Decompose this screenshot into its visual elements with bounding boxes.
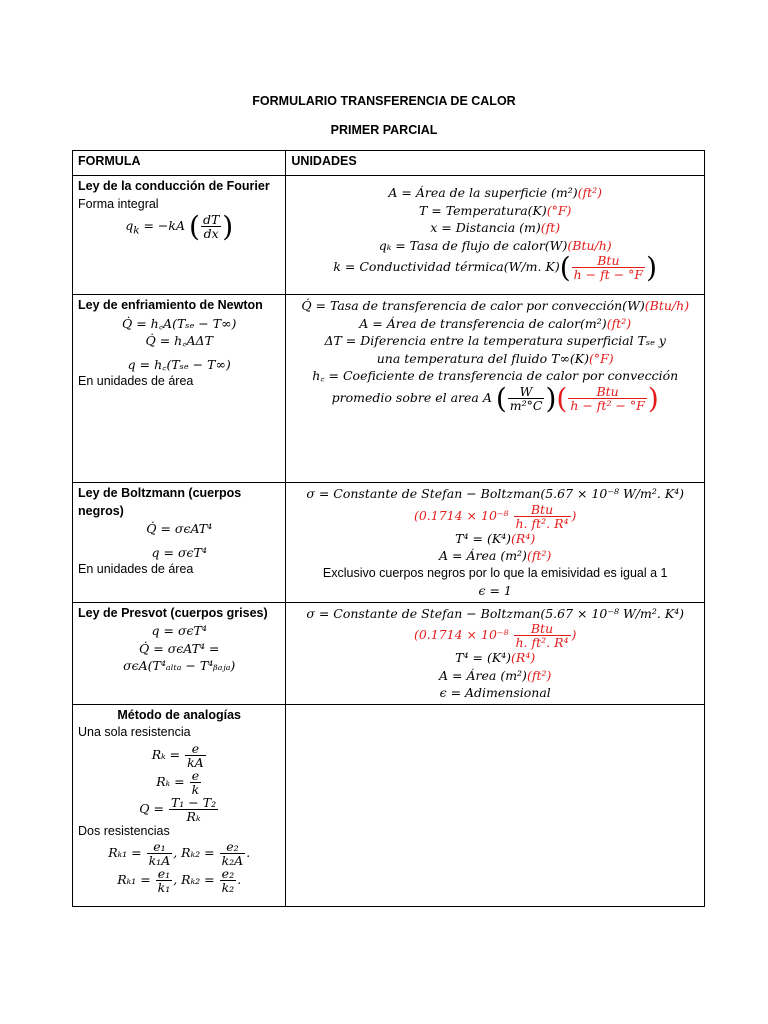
- presvot-units-cell: [286, 602, 705, 704]
- row-fourier: [73, 176, 705, 295]
- presvot-formula-cell: [73, 602, 286, 704]
- fourier-frac-den: dx: [201, 226, 221, 240]
- presvot-title: Ley de Presvot (cuerpos grises): [78, 605, 268, 620]
- newton-unit-rate: Q̇ = Tasa de transferencia de calor por convección(W)(Btu/h): [301, 298, 690, 313]
- row-boltzmann: [73, 483, 705, 603]
- boltzmann-unit-note: Exclusivo cuerpos negros por lo que la emisividad es igual a 1: [322, 565, 668, 580]
- fourier-title: Ley de la conducción de Fourier: [78, 179, 270, 193]
- fourier-unit-flux: qₖ = Tasa de flujo de calor(W)(Btu/h): [378, 237, 612, 253]
- newton-unit-area: A = Área de transferencia de calor(m²)(ft²): [359, 315, 632, 331]
- newton-unit-fluid: una temperatura del fluido T∞(K)(°F): [376, 350, 614, 366]
- newton-title: Ley de enfriamiento de Newton: [78, 298, 263, 312]
- document-title: FORMULARIO TRANSFERENCIA DE CALOR: [252, 94, 516, 108]
- header-unidades: UNIDADES: [286, 151, 705, 176]
- presvot-unit-sigma-imperial: (0.1714 × 10⁻⁸ $\frac{\text{Btu}}{\text{h. ft². R⁴}}$ ): [413, 621, 577, 650]
- newton-unit-deltat: ΔT = Diferencia entre la temperatura superficial Tₛₑ y: [324, 333, 666, 348]
- fourier-formula-cell: [73, 176, 286, 295]
- presvot-eq3: σϵA(T⁴ₐₗₜₐ − T⁴ᵦₐⱼₐ): [123, 658, 236, 673]
- boltzmann-unit-sigma: σ = Constante de Stefan − Boltzman(5.67 × 10⁻⁸ W/m². K⁴): [306, 486, 685, 501]
- analogias-rk12: Rₖ₁ = $\frac{\text{e₁}}{\text{k₁}}$ , Rₖ₂ = $\frac{\text{e₂}}{\text{k₂}}$ .: [117, 866, 242, 895]
- row-presvot: [73, 602, 705, 704]
- fourier-subtitle: Forma integral: [78, 196, 159, 211]
- document-subtitle: PRIMER PARCIAL: [330, 123, 438, 137]
- boltzmann-unit-sigma-imperial: (0.1714 × 10⁻⁸ $\frac{\text{Btu}}{\text{h. ft². R⁴}}$ ): [413, 501, 577, 531]
- boltzmann-unit-t4: T⁴ = (K⁴)(R⁴): [455, 530, 536, 546]
- boltzmann-formula-cell: [73, 483, 286, 603]
- header-row: [73, 151, 705, 176]
- presvot-unit-emissivity: ϵ = Adimensional: [439, 685, 551, 700]
- presvot-unit-area: A = Área (m²)(ft²): [439, 667, 552, 683]
- row-newton: [73, 295, 705, 483]
- fourier-unit-temp: T = Temperatura(K)(°F): [418, 202, 572, 218]
- analogias-rk-kA: Rₖ = $\frac{e}{kA}$: [151, 740, 204, 770]
- newton-eq3: q = h꜀(Tₛₑ − T∞): [127, 356, 231, 372]
- newton-unit-hc: h꜀ = Coeficiente de transferencia de calor por convección: [312, 368, 679, 383]
- boltzmann-title: Ley de Boltzmann (cuerpos negros): [78, 486, 242, 518]
- presvot-eq1: q = σϵT⁴: [151, 623, 207, 638]
- presvot-eq2: Q̇ = σϵAT⁴ =: [139, 640, 220, 656]
- newton-eq2: Q̇ = h꜀AΔT: [145, 333, 213, 348]
- newton-unit-average: promedio sobre el area A ( $\frac{W}{\text{m²°C}}$ )( $\frac{\text{Btu}}{\text{h − ft² − °F}}$ ): [331, 381, 659, 415]
- analogias-units-cell: [286, 704, 705, 906]
- boltzmann-units-cell: [286, 483, 705, 603]
- boltzmann-note: En unidades de área: [78, 562, 194, 576]
- boltzmann-eq2: q = σϵT⁴: [151, 544, 207, 560]
- boltzmann-unit-area: A = Área (m²)(ft²): [439, 548, 552, 563]
- presvot-unit-t4: T⁴ = (K⁴)(R⁴): [455, 650, 536, 665]
- analogias-title: Método de analogías: [117, 707, 242, 722]
- newton-note: En unidades de área: [78, 374, 194, 388]
- analogias-rk-k: Rₖ = $\frac{e}{k}$: [156, 767, 200, 797]
- newton-units-cell: [286, 295, 705, 483]
- presvot-unit-sigma: σ = Constante de Stefan − Boltzman(5.67 × 10⁻⁸ W/m². K⁴): [306, 605, 685, 621]
- boltzmann-eq1: Q̇ = σϵAT⁴: [146, 521, 213, 536]
- newton-eq1: Q̇ = h꜀A(Tₛₑ − T∞): [122, 315, 237, 331]
- analogias-rk12-A: Rₖ₁ = $\frac{\text{e₁}}{\text{k₁A}}$ , Rₖ₂ = $\frac{\text{e₂}}{\text{k₂A}}$ .: [108, 839, 251, 868]
- fourier-unit-area: A = Área de la superficie (m²)(ft²): [388, 185, 603, 200]
- analogias-formula-cell: [73, 704, 286, 906]
- header-formula: FORMULA: [73, 151, 286, 176]
- row-analogias: [73, 704, 705, 906]
- analogias-q: Q = $\frac{\text{T₁ − T₂}}{\text{Rₖ}}$: [139, 794, 217, 824]
- fourier-unit-distance: x = Distancia (m)(ft): [430, 220, 561, 235]
- fourier-equation: $q_k = -kA$ ( $\frac{dT}{dx}$ ): [125, 209, 234, 243]
- newton-formula-cell: [73, 295, 286, 483]
- fourier-frac-num: dT: [202, 212, 220, 227]
- analogias-sub-double: Dos resistencias: [78, 823, 170, 838]
- fourier-units-cell: [286, 176, 705, 295]
- formula-table: [72, 150, 705, 907]
- fourier-unit-conductivity: k = Conductividad térmica(W/m. K)( $\frac{\text{Btu}}{h - ft - ^\circ F}$ ): [333, 250, 658, 284]
- boltzmann-unit-emissivity: ϵ = 1: [478, 583, 512, 598]
- analogias-sub-single: Una sola resistencia: [78, 725, 191, 739]
